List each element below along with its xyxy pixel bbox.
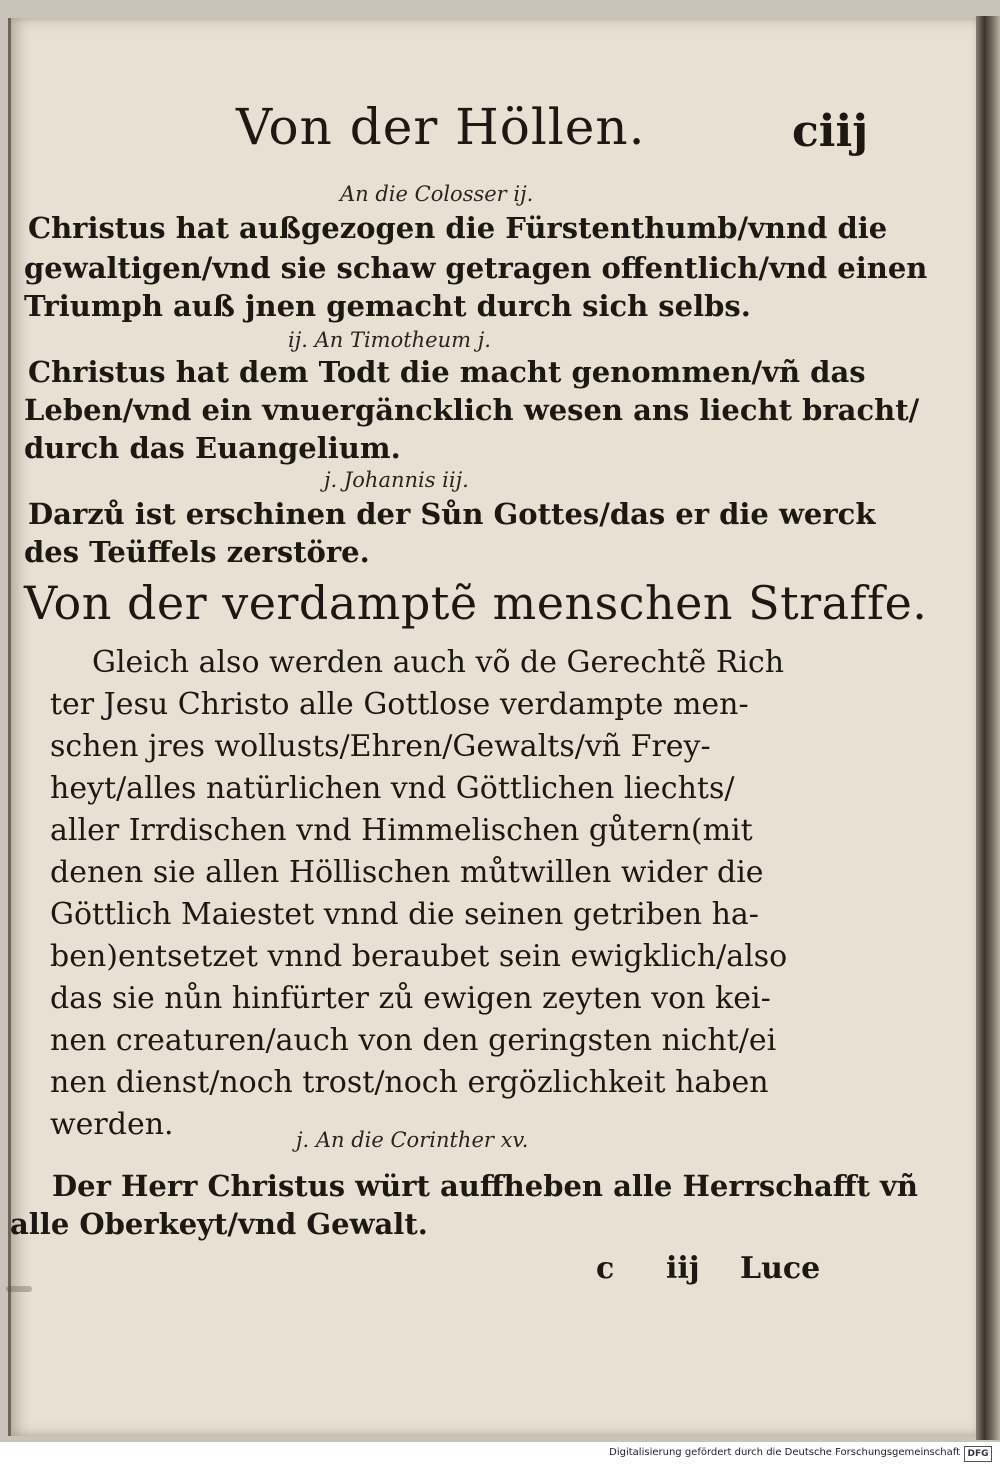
- signature-number: iij: [666, 1251, 700, 1286]
- scripture-reference: An die Colosser ij.: [340, 182, 534, 206]
- paragraph-line: ben)entsetzet vnnd beraubet sein ewigklich/also: [50, 939, 788, 974]
- text-line: Triumph auß jnen gemacht durch sich selbs.: [24, 289, 751, 323]
- text-line: Leben/vnd ein vnuergäncklich wesen ans liecht bracht/: [24, 393, 920, 427]
- paragraph-line: werden.: [50, 1107, 174, 1142]
- paragraph-line: schen jres wollusts/Ehren/Gewalts/vñ Frey-: [50, 729, 711, 764]
- footer-credit: Digitalisierung gefördert durch die Deutsche Forschungsgemeinschaft: [609, 1447, 960, 1458]
- folio-number: ciij: [792, 106, 869, 157]
- paragraph-line: nen creaturen/auch von den geringsten nicht/ei: [50, 1023, 777, 1058]
- text-line: Der Herr Christus würt auffheben alle Herrschafft vñ: [52, 1169, 918, 1203]
- dfg-logo-icon: DFG: [964, 1446, 992, 1462]
- paragraph-line: das sie nůn hinfürter zů ewigen zeyten von kei-: [50, 981, 771, 1016]
- page-edge: [976, 16, 1000, 1440]
- paragraph-line: nen dienst/noch trost/noch ergözlichkeit haben: [50, 1065, 769, 1100]
- signature-mark: c: [596, 1251, 615, 1286]
- scripture-reference: j. An die Corinther xv.: [296, 1128, 529, 1152]
- section-heading: Von der verdamptẽ menschen Straffe.: [24, 576, 928, 630]
- digitization-footer: [0, 1442, 1000, 1466]
- paragraph-line: aller Irrdischen vnd Himmelischen gůtern(mit: [50, 813, 753, 848]
- text-line: gewaltigen/vnd sie schaw getragen offentlich/vnd einen: [24, 251, 928, 285]
- scripture-reference: ij. An Timotheum j.: [288, 328, 491, 352]
- paragraph-line: denen sie allen Höllischen můtwillen wider die: [50, 855, 764, 890]
- running-title: Von der Höllen.: [236, 98, 646, 156]
- text-line: alle Oberkeyt/vnd Gewalt.: [10, 1207, 428, 1241]
- paragraph-line: Gleich also werden auch võ de Gerechtẽ Rich: [92, 645, 785, 680]
- paragraph-line: Göttlich Maiestet vnnd die seinen getriben ha-: [50, 897, 759, 932]
- paragraph-line: heyt/alles natürlichen vnd Göttlichen liechts/: [50, 771, 735, 806]
- page-blemish: [6, 1286, 32, 1292]
- text-line: des Teüffels zerstöre.: [24, 535, 370, 569]
- text-line: Christus hat dem Todt die macht genommen/vñ das: [28, 355, 866, 389]
- text-line: Christus hat außgezogen die Fürstenthumb/vnnd die: [28, 211, 888, 245]
- paragraph-line: ter Jesu Christo alle Gottlose verdampte men-: [50, 687, 749, 722]
- scripture-reference: j. Johannis iij.: [324, 468, 469, 492]
- text-line: Darzů ist erschinen der Sůn Gottes/das er die werck: [28, 497, 876, 531]
- catchword: Luce: [740, 1251, 821, 1286]
- text-line: durch das Euangelium.: [24, 431, 401, 465]
